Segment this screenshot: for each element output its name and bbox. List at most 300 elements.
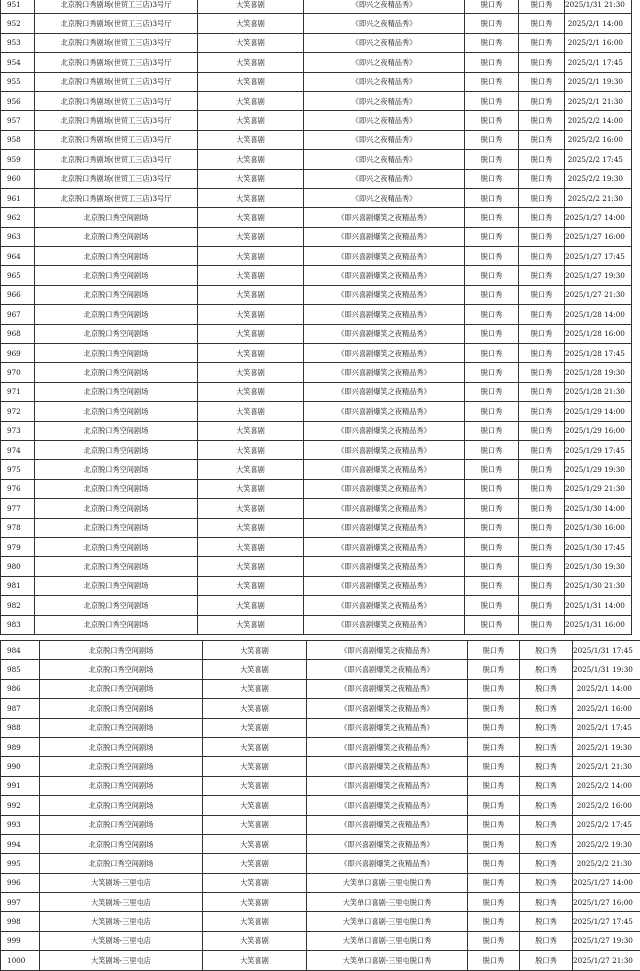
table-row bbox=[1, 188, 632, 207]
organizer-cell: 大笑喜剧 bbox=[203, 737, 307, 756]
showtime-cell: 2025/1/27 17:45 bbox=[573, 912, 640, 931]
venue-cell: 北京脱口秀剧场(世贸工三店)3号厅 bbox=[35, 33, 198, 52]
category-cell: 脱口秀 bbox=[468, 641, 520, 660]
venue-cell: 北京脱口秀空间剧场 bbox=[35, 363, 198, 382]
venue-cell: 北京脱口秀空间剧场 bbox=[35, 247, 198, 266]
showtime-cell: 2025/1/27 19:30 bbox=[573, 931, 640, 950]
showtime-cell: 2025/1/27 17:45 bbox=[565, 247, 632, 266]
category-cell: 脱口秀 bbox=[465, 285, 519, 304]
venue-cell: 北京脱口秀空间剧场 bbox=[35, 440, 198, 459]
organizer-cell: 大笑喜剧 bbox=[198, 0, 304, 14]
organizer-cell: 大笑喜剧 bbox=[203, 757, 307, 776]
subcategory-cell: 脱口秀 bbox=[519, 150, 565, 169]
showtime-cell: 2025/1/30 14:00 bbox=[565, 499, 632, 518]
subcategory-cell: 脱口秀 bbox=[519, 499, 565, 518]
category-cell: 脱口秀 bbox=[465, 499, 519, 518]
subcategory-cell: 脱口秀 bbox=[520, 641, 573, 660]
table-row bbox=[1, 363, 632, 382]
category-cell: 脱口秀 bbox=[465, 91, 519, 110]
table-row bbox=[1, 421, 632, 440]
table-row bbox=[1, 479, 632, 498]
showtime-cell: 2025/2/2 16:00 bbox=[573, 796, 640, 815]
table-row bbox=[1, 344, 632, 363]
row-number: 970 bbox=[1, 363, 35, 382]
subcategory-cell: 脱口秀 bbox=[519, 53, 565, 72]
venue-cell: 北京脱口秀空间剧场 bbox=[35, 402, 198, 421]
showtime-cell: 2025/1/27 16:00 bbox=[565, 227, 632, 246]
organizer-cell: 大笑喜剧 bbox=[198, 344, 304, 363]
showtime-cell: 2025/1/29 16:00 bbox=[565, 421, 632, 440]
subcategory-cell: 脱口秀 bbox=[520, 776, 573, 795]
show-title-cell: 《即兴喜剧爆笑之夜精品秀》 bbox=[304, 479, 465, 498]
venue-cell: 北京脱口秀空间剧场 bbox=[35, 576, 198, 595]
row-number: 989 bbox=[1, 737, 40, 756]
category-cell: 脱口秀 bbox=[468, 893, 520, 912]
table-row bbox=[1, 440, 632, 459]
organizer-cell: 大笑喜剧 bbox=[198, 305, 304, 324]
row-number: 968 bbox=[1, 324, 35, 343]
showtime-cell: 2025/2/1 14:00 bbox=[565, 14, 632, 33]
row-number: 951 bbox=[1, 0, 35, 14]
venue-cell: 北京脱口秀空间剧场 bbox=[35, 266, 198, 285]
subcategory-cell: 脱口秀 bbox=[520, 815, 573, 834]
venue-cell: 北京脱口秀空间剧场 bbox=[40, 815, 203, 834]
table-row bbox=[1, 615, 632, 634]
show-title-cell: 《即兴之夜精品秀》 bbox=[304, 53, 465, 72]
row-number: 990 bbox=[1, 757, 40, 776]
venue-cell: 北京脱口秀剧场(世贸工三店)3号厅 bbox=[35, 111, 198, 130]
row-number: 978 bbox=[1, 518, 35, 537]
subcategory-cell: 脱口秀 bbox=[519, 14, 565, 33]
venue-cell: 北京脱口秀空间剧场 bbox=[35, 227, 198, 246]
show-title-cell: 《即兴喜剧爆笑之夜精品秀》 bbox=[304, 576, 465, 595]
show-title-cell: 《即兴喜剧爆笑之夜精品秀》 bbox=[307, 815, 468, 834]
row-number: 960 bbox=[1, 169, 35, 188]
show-title-cell: 《即兴之夜精品秀》 bbox=[304, 111, 465, 130]
show-title-cell: 《即兴之夜精品秀》 bbox=[304, 91, 465, 110]
subcategory-cell: 脱口秀 bbox=[519, 557, 565, 576]
table-row bbox=[1, 596, 632, 615]
row-number: 975 bbox=[1, 460, 35, 479]
venue-cell: 北京脱口秀空间剧场 bbox=[35, 382, 198, 401]
table-row bbox=[1, 931, 640, 950]
showtime-cell: 2025/1/31 14:00 bbox=[565, 596, 632, 615]
venue-cell: 大笑剧场-三里屯店 bbox=[40, 931, 203, 950]
category-cell: 脱口秀 bbox=[465, 53, 519, 72]
table-row bbox=[1, 873, 640, 892]
table-row bbox=[1, 402, 632, 421]
organizer-cell: 大笑喜剧 bbox=[203, 641, 307, 660]
subcategory-cell: 脱口秀 bbox=[520, 873, 573, 892]
showtime-cell: 2025/2/2 21:30 bbox=[573, 854, 640, 873]
organizer-cell: 大笑喜剧 bbox=[198, 72, 304, 91]
subcategory-cell: 脱口秀 bbox=[520, 718, 573, 737]
category-cell: 脱口秀 bbox=[468, 699, 520, 718]
table-row bbox=[1, 72, 632, 91]
venue-cell: 北京脱口秀空间剧场 bbox=[35, 324, 198, 343]
show-title-cell: 《即兴喜剧爆笑之夜精品秀》 bbox=[307, 796, 468, 815]
table-row bbox=[1, 893, 640, 912]
showtime-cell: 2025/1/30 19:30 bbox=[565, 557, 632, 576]
showtime-cell: 2025/1/29 19:30 bbox=[565, 460, 632, 479]
subcategory-cell: 脱口秀 bbox=[520, 834, 573, 853]
table-row bbox=[1, 247, 632, 266]
subcategory-cell: 脱口秀 bbox=[519, 33, 565, 52]
category-cell: 脱口秀 bbox=[465, 518, 519, 537]
subcategory-cell: 脱口秀 bbox=[519, 460, 565, 479]
row-number: 980 bbox=[1, 557, 35, 576]
subcategory-cell: 脱口秀 bbox=[520, 951, 573, 970]
show-title-cell: 《即兴之夜精品秀》 bbox=[304, 33, 465, 52]
subcategory-cell: 脱口秀 bbox=[519, 169, 565, 188]
category-cell: 脱口秀 bbox=[465, 421, 519, 440]
venue-cell: 北京脱口秀空间剧场 bbox=[40, 718, 203, 737]
showtime-cell: 2025/1/29 17:45 bbox=[565, 440, 632, 459]
venue-cell: 北京脱口秀空间剧场 bbox=[40, 757, 203, 776]
venue-cell: 北京脱口秀剧场(世贸工三店)3号厅 bbox=[35, 169, 198, 188]
row-number: 967 bbox=[1, 305, 35, 324]
row-number: 963 bbox=[1, 227, 35, 246]
show-title-cell: 《即兴喜剧爆笑之夜精品秀》 bbox=[307, 699, 468, 718]
row-number: 979 bbox=[1, 537, 35, 556]
show-title-cell: 大笑单口喜剧·三里屯脱口秀 bbox=[307, 931, 468, 950]
showtime-cell: 2025/1/28 21:30 bbox=[565, 382, 632, 401]
organizer-cell: 大笑喜剧 bbox=[198, 169, 304, 188]
organizer-cell: 大笑喜剧 bbox=[198, 615, 304, 634]
showtime-cell: 2025/2/2 17:45 bbox=[573, 815, 640, 834]
row-number: 962 bbox=[1, 208, 35, 227]
row-number: 961 bbox=[1, 188, 35, 207]
category-cell: 脱口秀 bbox=[465, 130, 519, 149]
show-title-cell: 《即兴喜剧爆笑之夜精品秀》 bbox=[307, 776, 468, 795]
category-cell: 脱口秀 bbox=[468, 854, 520, 873]
category-cell: 脱口秀 bbox=[465, 208, 519, 227]
showtime-cell: 2025/1/31 19:30 bbox=[573, 660, 640, 679]
showtime-cell: 2025/2/2 19:30 bbox=[565, 169, 632, 188]
show-title-cell: 《即兴喜剧爆笑之夜精品秀》 bbox=[304, 440, 465, 459]
row-number: 995 bbox=[1, 854, 40, 873]
venue-cell: 北京脱口秀空间剧场 bbox=[35, 479, 198, 498]
organizer-cell: 大笑喜剧 bbox=[198, 402, 304, 421]
table-row bbox=[1, 382, 632, 401]
show-title-cell: 《即兴喜剧爆笑之夜精品秀》 bbox=[304, 324, 465, 343]
subcategory-cell: 脱口秀 bbox=[520, 893, 573, 912]
table-row bbox=[1, 679, 640, 698]
venue-cell: 北京脱口秀空间剧场 bbox=[35, 537, 198, 556]
venue-cell: 北京脱口秀空间剧场 bbox=[35, 285, 198, 304]
table-row bbox=[1, 305, 632, 324]
table-row bbox=[1, 576, 632, 595]
venue-cell: 北京脱口秀空间剧场 bbox=[35, 208, 198, 227]
showtime-cell: 2025/1/28 14:00 bbox=[565, 305, 632, 324]
showtime-cell: 2025/2/2 16:00 bbox=[565, 130, 632, 149]
organizer-cell: 大笑喜剧 bbox=[198, 33, 304, 52]
subcategory-cell: 脱口秀 bbox=[519, 247, 565, 266]
venue-cell: 北京脱口秀空间剧场 bbox=[40, 796, 203, 815]
table-row bbox=[1, 53, 632, 72]
organizer-cell: 大笑喜剧 bbox=[203, 893, 307, 912]
category-cell: 脱口秀 bbox=[468, 815, 520, 834]
table-row bbox=[1, 14, 632, 33]
venue-cell: 北京脱口秀空间剧场 bbox=[35, 596, 198, 615]
showtime-cell: 2025/1/31 21:30 bbox=[565, 0, 632, 14]
table-row bbox=[1, 208, 632, 227]
organizer-cell: 大笑喜剧 bbox=[198, 557, 304, 576]
showtime-cell: 2025/2/1 21:30 bbox=[565, 91, 632, 110]
venue-cell: 北京脱口秀剧场(世贸工三店)3号厅 bbox=[35, 14, 198, 33]
showtime-cell: 2025/1/29 14:00 bbox=[565, 402, 632, 421]
venue-cell: 北京脱口秀空间剧场 bbox=[35, 421, 198, 440]
table-row bbox=[1, 854, 640, 873]
table-row bbox=[1, 699, 640, 718]
subcategory-cell: 脱口秀 bbox=[519, 479, 565, 498]
row-number: 957 bbox=[1, 111, 35, 130]
organizer-cell: 大笑喜剧 bbox=[198, 14, 304, 33]
subcategory-cell: 脱口秀 bbox=[520, 912, 573, 931]
subcategory-cell: 脱口秀 bbox=[520, 679, 573, 698]
row-number: 973 bbox=[1, 421, 35, 440]
row-number: 965 bbox=[1, 266, 35, 285]
showtime-cell: 2025/1/31 16:00 bbox=[565, 615, 632, 634]
show-title-cell: 《即兴喜剧爆笑之夜精品秀》 bbox=[304, 227, 465, 246]
row-number: 966 bbox=[1, 285, 35, 304]
category-cell: 脱口秀 bbox=[465, 247, 519, 266]
show-title-cell: 《即兴喜剧爆笑之夜精品秀》 bbox=[307, 679, 468, 698]
showtime-cell: 2025/1/27 14:00 bbox=[565, 208, 632, 227]
show-title-cell: 《即兴喜剧爆笑之夜精品秀》 bbox=[307, 641, 468, 660]
organizer-cell: 大笑喜剧 bbox=[198, 266, 304, 285]
show-title-cell: 《即兴喜剧爆笑之夜精品秀》 bbox=[304, 363, 465, 382]
row-number: 988 bbox=[1, 718, 40, 737]
subcategory-cell: 脱口秀 bbox=[520, 796, 573, 815]
row-number: 984 bbox=[1, 641, 40, 660]
category-cell: 脱口秀 bbox=[465, 111, 519, 130]
subcategory-cell: 脱口秀 bbox=[520, 757, 573, 776]
organizer-cell: 大笑喜剧 bbox=[198, 208, 304, 227]
showtime-cell: 2025/2/2 17:45 bbox=[565, 150, 632, 169]
showtime-cell: 2025/1/27 21:30 bbox=[573, 951, 640, 970]
table-row bbox=[1, 33, 632, 52]
subcategory-cell: 脱口秀 bbox=[520, 931, 573, 950]
showtime-cell: 2025/2/2 14:00 bbox=[573, 776, 640, 795]
showtime-cell: 2025/2/1 17:45 bbox=[573, 718, 640, 737]
category-cell: 脱口秀 bbox=[465, 596, 519, 615]
schedule-table-lower bbox=[0, 640, 640, 971]
venue-cell: 北京脱口秀空间剧场 bbox=[40, 641, 203, 660]
show-title-cell: 《即兴喜剧爆笑之夜精品秀》 bbox=[304, 537, 465, 556]
row-number: 983 bbox=[1, 615, 35, 634]
table-row bbox=[1, 518, 632, 537]
subcategory-cell: 脱口秀 bbox=[519, 208, 565, 227]
venue-cell: 北京脱口秀剧场(世贸工三店)3号厅 bbox=[35, 91, 198, 110]
table-row bbox=[1, 111, 632, 130]
showtime-cell: 2025/1/28 19:30 bbox=[565, 363, 632, 382]
show-title-cell: 《即兴喜剧爆笑之夜精品秀》 bbox=[304, 557, 465, 576]
category-cell: 脱口秀 bbox=[465, 576, 519, 595]
show-title-cell: 《即兴之夜精品秀》 bbox=[304, 0, 465, 14]
show-title-cell: 《即兴之夜精品秀》 bbox=[304, 14, 465, 33]
organizer-cell: 大笑喜剧 bbox=[198, 130, 304, 149]
table-row bbox=[1, 796, 640, 815]
category-cell: 脱口秀 bbox=[465, 557, 519, 576]
venue-cell: 北京脱口秀空间剧场 bbox=[40, 699, 203, 718]
show-title-cell: 《即兴喜剧爆笑之夜精品秀》 bbox=[304, 518, 465, 537]
table-row bbox=[1, 460, 632, 479]
showtime-cell: 2025/2/1 16:00 bbox=[573, 699, 640, 718]
category-cell: 脱口秀 bbox=[465, 440, 519, 459]
showtime-cell: 2025/1/28 17:45 bbox=[565, 344, 632, 363]
organizer-cell: 大笑喜剧 bbox=[198, 188, 304, 207]
category-cell: 脱口秀 bbox=[465, 402, 519, 421]
category-cell: 脱口秀 bbox=[468, 951, 520, 970]
subcategory-cell: 脱口秀 bbox=[519, 188, 565, 207]
row-number: 974 bbox=[1, 440, 35, 459]
venue-cell: 北京脱口秀空间剧场 bbox=[40, 660, 203, 679]
show-title-cell: 《即兴喜剧爆笑之夜精品秀》 bbox=[304, 460, 465, 479]
organizer-cell: 大笑喜剧 bbox=[198, 227, 304, 246]
organizer-cell: 大笑喜剧 bbox=[203, 660, 307, 679]
venue-cell: 北京脱口秀空间剧场 bbox=[40, 854, 203, 873]
venue-cell: 大笑剧场-三里屯店 bbox=[40, 873, 203, 892]
showtime-cell: 2025/2/2 21:30 bbox=[565, 188, 632, 207]
subcategory-cell: 脱口秀 bbox=[519, 91, 565, 110]
organizer-cell: 大笑喜剧 bbox=[203, 854, 307, 873]
table-row bbox=[1, 266, 632, 285]
row-number: 959 bbox=[1, 150, 35, 169]
venue-cell: 北京脱口秀剧场(世贸工三店)3号厅 bbox=[35, 53, 198, 72]
subcategory-cell: 脱口秀 bbox=[519, 227, 565, 246]
show-title-cell: 《即兴喜剧爆笑之夜精品秀》 bbox=[307, 660, 468, 679]
showtime-cell: 2025/1/30 16:00 bbox=[565, 518, 632, 537]
organizer-cell: 大笑喜剧 bbox=[198, 537, 304, 556]
organizer-cell: 大笑喜剧 bbox=[198, 382, 304, 401]
table-row bbox=[1, 91, 632, 110]
organizer-cell: 大笑喜剧 bbox=[198, 460, 304, 479]
subcategory-cell: 脱口秀 bbox=[519, 615, 565, 634]
subcategory-cell: 脱口秀 bbox=[519, 111, 565, 130]
row-number: 1000 bbox=[1, 951, 40, 970]
row-number: 956 bbox=[1, 91, 35, 110]
table-row bbox=[1, 912, 640, 931]
category-cell: 脱口秀 bbox=[465, 0, 519, 14]
category-cell: 脱口秀 bbox=[465, 188, 519, 207]
show-title-cell: 《即兴之夜精品秀》 bbox=[304, 188, 465, 207]
subcategory-cell: 脱口秀 bbox=[519, 305, 565, 324]
show-title-cell: 《即兴喜剧爆笑之夜精品秀》 bbox=[304, 285, 465, 304]
category-cell: 脱口秀 bbox=[468, 679, 520, 698]
category-cell: 脱口秀 bbox=[468, 912, 520, 931]
table-row bbox=[1, 815, 640, 834]
category-cell: 脱口秀 bbox=[468, 873, 520, 892]
show-title-cell: 《即兴之夜精品秀》 bbox=[304, 130, 465, 149]
subcategory-cell: 脱口秀 bbox=[520, 660, 573, 679]
organizer-cell: 大笑喜剧 bbox=[203, 873, 307, 892]
table-row bbox=[1, 537, 632, 556]
showtime-cell: 2025/2/1 21:30 bbox=[573, 757, 640, 776]
showtime-cell: 2025/1/31 17:45 bbox=[573, 641, 640, 660]
organizer-cell: 大笑喜剧 bbox=[198, 53, 304, 72]
venue-cell: 北京脱口秀空间剧场 bbox=[35, 518, 198, 537]
venue-cell: 北京脱口秀空间剧场 bbox=[40, 679, 203, 698]
venue-cell: 北京脱口秀空间剧场 bbox=[35, 460, 198, 479]
show-title-cell: 《即兴喜剧爆笑之夜精品秀》 bbox=[307, 737, 468, 756]
organizer-cell: 大笑喜剧 bbox=[198, 596, 304, 615]
table-row bbox=[1, 776, 640, 795]
category-cell: 脱口秀 bbox=[465, 227, 519, 246]
subcategory-cell: 脱口秀 bbox=[519, 266, 565, 285]
show-title-cell: 《即兴喜剧爆笑之夜精品秀》 bbox=[304, 208, 465, 227]
subcategory-cell: 脱口秀 bbox=[519, 518, 565, 537]
venue-cell: 大笑剧场-三里屯店 bbox=[40, 893, 203, 912]
show-title-cell: 《即兴喜剧爆笑之夜精品秀》 bbox=[304, 266, 465, 285]
show-title-cell: 大笑单口喜剧·三里屯脱口秀 bbox=[307, 912, 468, 931]
row-number: 997 bbox=[1, 893, 40, 912]
category-cell: 脱口秀 bbox=[468, 834, 520, 853]
category-cell: 脱口秀 bbox=[465, 72, 519, 91]
row-number: 992 bbox=[1, 796, 40, 815]
organizer-cell: 大笑喜剧 bbox=[198, 91, 304, 110]
show-title-cell: 《即兴喜剧爆笑之夜精品秀》 bbox=[304, 615, 465, 634]
row-number: 991 bbox=[1, 776, 40, 795]
row-number: 982 bbox=[1, 596, 35, 615]
showtime-cell: 2025/2/1 14:00 bbox=[573, 679, 640, 698]
table-row bbox=[1, 834, 640, 853]
table-row bbox=[1, 227, 632, 246]
showtime-cell: 2025/1/27 19:30 bbox=[565, 266, 632, 285]
row-number: 969 bbox=[1, 344, 35, 363]
organizer-cell: 大笑喜剧 bbox=[198, 576, 304, 595]
subcategory-cell: 脱口秀 bbox=[520, 699, 573, 718]
organizer-cell: 大笑喜剧 bbox=[203, 815, 307, 834]
category-cell: 脱口秀 bbox=[465, 33, 519, 52]
row-number: 955 bbox=[1, 72, 35, 91]
table-row bbox=[1, 285, 632, 304]
row-number: 994 bbox=[1, 834, 40, 853]
row-number: 985 bbox=[1, 660, 40, 679]
subcategory-cell: 脱口秀 bbox=[519, 363, 565, 382]
category-cell: 脱口秀 bbox=[465, 460, 519, 479]
organizer-cell: 大笑喜剧 bbox=[198, 518, 304, 537]
venue-cell: 北京脱口秀剧场(世贸工三店)3号厅 bbox=[35, 0, 198, 14]
category-cell: 脱口秀 bbox=[468, 660, 520, 679]
organizer-cell: 大笑喜剧 bbox=[198, 440, 304, 459]
subcategory-cell: 脱口秀 bbox=[519, 0, 565, 14]
subcategory-cell: 脱口秀 bbox=[519, 537, 565, 556]
show-title-cell: 《即兴喜剧爆笑之夜精品秀》 bbox=[307, 854, 468, 873]
category-cell: 脱口秀 bbox=[465, 324, 519, 343]
organizer-cell: 大笑喜剧 bbox=[198, 363, 304, 382]
venue-cell: 北京脱口秀空间剧场 bbox=[35, 305, 198, 324]
show-title-cell: 《即兴之夜精品秀》 bbox=[304, 150, 465, 169]
category-cell: 脱口秀 bbox=[465, 305, 519, 324]
venue-cell: 北京脱口秀空间剧场 bbox=[35, 499, 198, 518]
organizer-cell: 大笑喜剧 bbox=[203, 699, 307, 718]
table-row bbox=[1, 951, 640, 970]
showtime-cell: 2025/2/2 14:00 bbox=[565, 111, 632, 130]
show-title-cell: 《即兴喜剧爆笑之夜精品秀》 bbox=[304, 382, 465, 401]
table-row bbox=[1, 169, 632, 188]
showtime-cell: 2025/2/1 16:00 bbox=[565, 33, 632, 52]
subcategory-cell: 脱口秀 bbox=[519, 576, 565, 595]
row-number: 952 bbox=[1, 14, 35, 33]
venue-cell: 大笑剧场-三里屯店 bbox=[40, 912, 203, 931]
organizer-cell: 大笑喜剧 bbox=[203, 796, 307, 815]
row-number: 996 bbox=[1, 873, 40, 892]
venue-cell: 北京脱口秀剧场(世贸工三店)3号厅 bbox=[35, 72, 198, 91]
venue-cell: 北京脱口秀空间剧场 bbox=[35, 344, 198, 363]
organizer-cell: 大笑喜剧 bbox=[198, 324, 304, 343]
subcategory-cell: 脱口秀 bbox=[519, 440, 565, 459]
